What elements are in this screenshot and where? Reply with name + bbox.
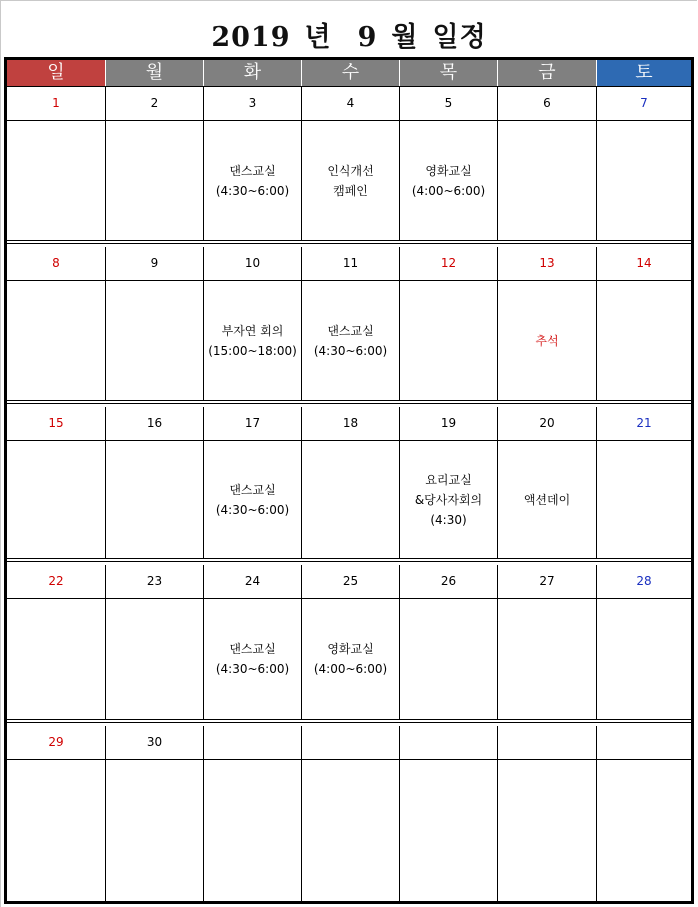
week-divider [7, 240, 691, 244]
date-cell-tue[interactable] [204, 726, 302, 759]
window-top-border [0, 0, 697, 1]
title-month: 9 [357, 22, 378, 53]
date-cell-tue[interactable]: 3 [204, 87, 302, 120]
event-cell-wed[interactable] [302, 121, 400, 240]
event-cell-thu[interactable] [400, 121, 498, 240]
event-cell-thu[interactable] [400, 441, 498, 558]
event-cell-wed[interactable] [302, 441, 400, 558]
event-text: (4:00~6:00) [411, 183, 486, 198]
event-text: (4:00~6:00) [313, 662, 388, 676]
date-cell-mon[interactable]: 30 [106, 726, 204, 759]
event-cell-tue[interactable] [204, 441, 302, 558]
event-text: 댄스교실 [229, 642, 276, 656]
date-cell-fri[interactable]: 6 [498, 87, 597, 120]
event-text: (4:30~6:00) [215, 662, 290, 676]
event-cell-fri[interactable] [498, 281, 597, 400]
weekday-header-sat: 토 [597, 60, 691, 86]
event-cell-mon[interactable] [106, 441, 204, 558]
title-month-unit: 월 [391, 22, 419, 53]
event-text: 요리교실 [425, 472, 472, 487]
weekday-header-sun: 일 [7, 60, 106, 86]
date-row [7, 726, 691, 759]
event-cell-sat[interactable] [597, 121, 691, 240]
event-text: 댄스교실 [229, 482, 276, 497]
date-cell-fri[interactable]: 20 [498, 407, 597, 440]
event-cell-mon[interactable] [106, 121, 204, 240]
event-cell-mon[interactable] [106, 599, 204, 719]
date-cell-thu[interactable]: 12 [400, 247, 498, 280]
event-text: 영화교실 [425, 163, 472, 178]
date-cell-sun[interactable]: 8 [7, 247, 106, 280]
date-cell-wed[interactable]: 4 [302, 87, 400, 120]
date-cell-tue[interactable]: 17 [204, 407, 302, 440]
date-cell-sat[interactable]: 14 [636, 256, 652, 270]
page-title [0, 18, 698, 58]
weekday-header-thu: 목 [400, 60, 498, 86]
date-cell-fri[interactable]: 13 [498, 247, 597, 280]
event-cell-wed[interactable] [302, 599, 400, 719]
date-cell-mon[interactable]: 9 [106, 247, 204, 280]
weekday-header-wed: 수 [302, 60, 400, 86]
date-row [7, 247, 691, 280]
date-cell-fri[interactable]: 27 [498, 565, 597, 598]
event-cell-sat[interactable] [597, 441, 691, 558]
event-text: (4:30) [430, 512, 467, 527]
weekday-header-mon: 월 [106, 60, 204, 86]
window-left-border [0, 0, 1, 907]
date-row [7, 87, 691, 120]
week-divider [7, 400, 691, 404]
weekday-header-tue: 화 [204, 60, 302, 86]
event-row [7, 281, 691, 400]
week-divider [7, 719, 691, 723]
event-cell-tue[interactable] [204, 121, 302, 240]
event-text: 액션데이 [523, 492, 571, 507]
event-cell-sat[interactable] [597, 281, 691, 400]
date-cell-wed[interactable]: 11 [302, 247, 400, 280]
date-cell-wed[interactable] [302, 726, 400, 759]
date-cell-sat[interactable]: 28 [636, 574, 652, 588]
date-cell-sun[interactable]: 22 [7, 565, 106, 598]
event-cell-thu[interactable] [400, 599, 498, 719]
event-cell-wed[interactable] [302, 281, 400, 400]
event-text: &당사자회의 [414, 492, 483, 507]
date-cell-fri[interactable] [498, 726, 597, 759]
event-cell-mon[interactable] [106, 760, 204, 901]
week-row-5 [7, 726, 691, 901]
event-row [7, 121, 691, 240]
event-cell-fri[interactable] [498, 599, 597, 719]
weekday-header-fri: 금 [498, 60, 597, 86]
event-text: (4:30~6:00) [313, 343, 388, 358]
event-cell-sun[interactable] [7, 760, 106, 901]
event-text: (4:30~6:00) [215, 502, 290, 517]
event-cell-fri[interactable] [498, 441, 597, 558]
date-cell-wed[interactable]: 25 [302, 565, 400, 598]
event-cell-sat[interactable] [597, 599, 691, 719]
date-cell-thu[interactable]: 5 [400, 87, 498, 120]
date-row [7, 565, 691, 598]
date-cell-sat[interactable] [597, 726, 691, 759]
weekday-header-row [7, 60, 691, 87]
event-cell-sat[interactable] [597, 760, 691, 901]
event-cell-thu[interactable] [400, 760, 498, 901]
event-row [7, 441, 691, 558]
event-cell-thu[interactable] [400, 281, 498, 400]
week-divider [7, 558, 691, 562]
week-row-3 [7, 407, 691, 562]
event-text: 부자연 회의 [221, 323, 284, 338]
event-cell-fri[interactable] [498, 760, 597, 901]
event-cell-tue[interactable] [204, 281, 302, 400]
title-year-unit: 년 [304, 22, 332, 53]
event-text: 인식개선 [327, 163, 374, 178]
calendar-grid [4, 57, 694, 904]
date-cell-sun[interactable]: 1 [7, 87, 106, 120]
event-text: (4:30~6:00) [215, 183, 290, 198]
event-cell-sun[interactable] [7, 441, 106, 558]
event-text: 캠페인 [333, 183, 368, 198]
date-cell-mon[interactable]: 2 [106, 87, 204, 120]
event-text: 영화교실 [327, 642, 374, 656]
date-cell-thu[interactable] [400, 726, 498, 759]
date-cell-thu[interactable]: 26 [400, 565, 498, 598]
date-cell-sun[interactable]: 15 [7, 407, 106, 440]
date-cell-tue[interactable]: 10 [204, 247, 302, 280]
week-row-1 [7, 87, 691, 244]
event-cell-tue[interactable] [204, 760, 302, 901]
date-cell-sat[interactable]: 7 [640, 96, 648, 110]
date-cell-tue[interactable]: 24 [204, 565, 302, 598]
event-row [7, 760, 691, 901]
event-text: (15:00~18:00) [208, 343, 297, 358]
date-cell-sun[interactable]: 29 [7, 726, 106, 759]
event-text: 댄스교실 [327, 323, 374, 338]
week-row-2 [7, 247, 691, 404]
event-cell-wed[interactable] [302, 760, 400, 901]
event-cell-fri[interactable] [498, 121, 597, 240]
title-label: 일정 [432, 22, 487, 53]
date-row [7, 407, 691, 440]
event-row [7, 599, 691, 719]
event-cell-sun[interactable] [7, 121, 106, 240]
event-text: 댄스교실 [229, 163, 276, 178]
date-cell-sat[interactable]: 21 [636, 416, 652, 430]
title-year: 2019 [211, 22, 291, 53]
date-cell-thu[interactable]: 19 [400, 407, 498, 440]
date-cell-mon[interactable]: 23 [106, 565, 204, 598]
date-cell-wed[interactable]: 18 [302, 407, 400, 440]
event-cell-sun[interactable] [7, 599, 106, 719]
event-cell-sun[interactable] [7, 281, 106, 400]
date-cell-mon[interactable]: 16 [106, 407, 204, 440]
event-text: 추석 [535, 333, 559, 348]
event-cell-mon[interactable] [106, 281, 204, 400]
event-cell-tue[interactable] [204, 599, 302, 719]
week-row-4 [7, 565, 691, 723]
